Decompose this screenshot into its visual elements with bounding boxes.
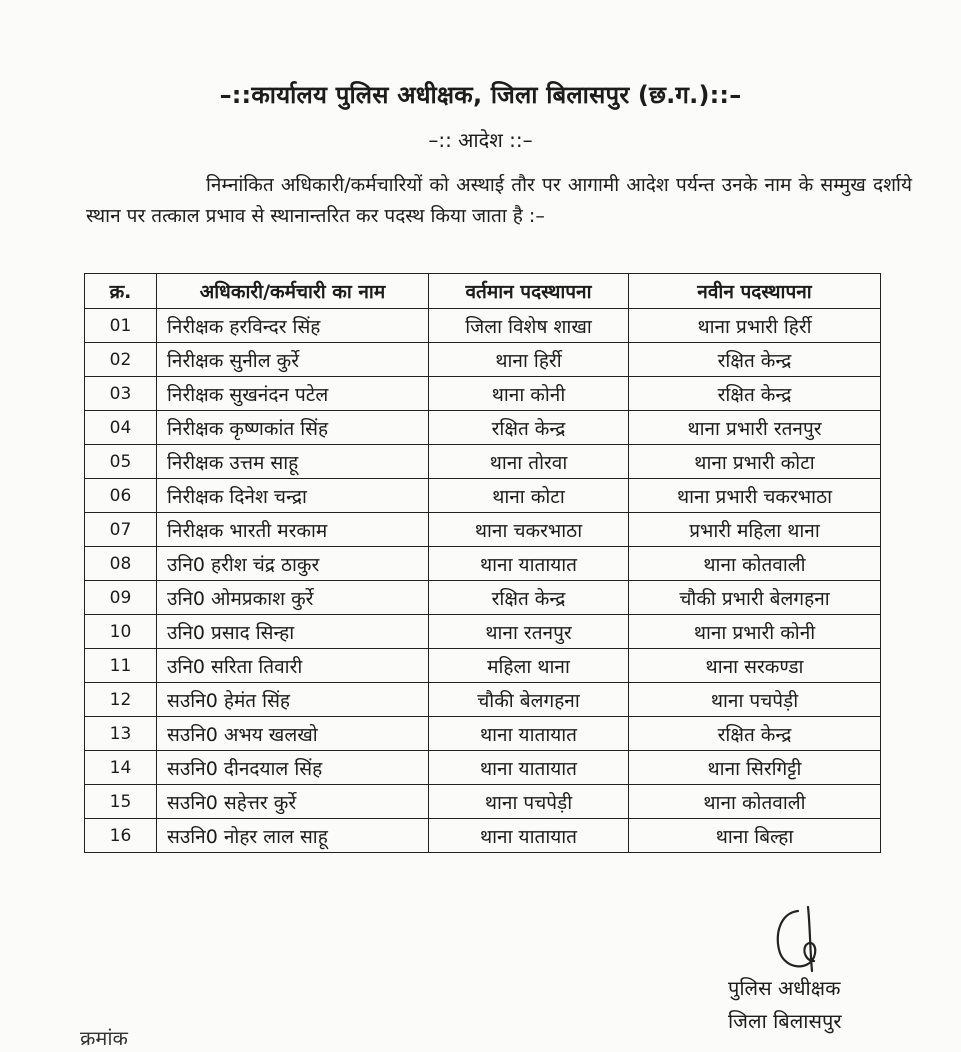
order-subheading: –:: आदेश ::– [428,128,533,152]
row-serial: 01 [85,309,157,343]
row-serial: 05 [85,445,157,479]
row-current-posting: थाना हिर्री [429,343,629,377]
row-current-posting: थाना चकरभाठा [429,513,629,547]
row-serial: 09 [85,581,157,615]
row-serial: 04 [85,411,157,445]
row-current-posting: थाना रतनपुर [429,615,629,649]
table-row [85,343,881,377]
row-name: निरीक्षक दिनेश चन्द्रा [157,479,429,513]
row-serial: 08 [85,547,157,581]
row-new-posting: रक्षित केन्द्र [629,343,881,377]
header-current-posting: वर्तमान पदस्थापना [429,274,629,309]
row-current-posting: थाना यातायात [429,819,629,853]
row-name: निरीक्षक सुनील कुर्रे [157,343,429,377]
row-serial: 16 [85,819,157,853]
row-serial: 14 [85,751,157,785]
intro-paragraph [86,170,912,232]
row-current-posting: थाना कोनी [429,377,629,411]
row-name: सउनि0 दीनदयाल सिंह [157,751,429,785]
row-name: निरीक्षक हरविन्दर सिंह [157,309,429,343]
row-current-posting: रक्षित केन्द्र [429,411,629,445]
signatory-title: पुलिस अधीक्षक [728,976,841,1000]
table-row [85,819,881,853]
row-current-posting: थाना यातायात [429,717,629,751]
footer-reference-partial: क्रमांक [80,1026,128,1050]
row-name: सउनि0 सहेत्तर कुर्रे [157,785,429,819]
row-new-posting: थाना प्रभारी कोटा [629,445,881,479]
row-new-posting: थाना प्रभारी चकरभाठा [629,479,881,513]
row-serial: 13 [85,717,157,751]
table-row [85,615,881,649]
row-serial: 11 [85,649,157,683]
row-name: सउनि0 हेमंत सिंह [157,683,429,717]
signatory-place: जिला बिलासपुर [728,1009,842,1033]
table-row [85,479,881,513]
table-row [85,309,881,343]
table-row [85,411,881,445]
signature-mark [768,905,828,973]
row-name: निरीक्षक सुखनंदन पटेल [157,377,429,411]
row-name: निरीक्षक भारती मरकाम [157,513,429,547]
row-new-posting: थाना प्रभारी कोनी [629,615,881,649]
row-name: सउनि0 अभय खलखो [157,717,429,751]
document-heading: –::कार्यालय पुलिस अधीक्षक, जिला बिलासपुर (छ.ग.)::– [219,81,742,109]
row-new-posting: चौकी प्रभारी बेलगहना [629,581,881,615]
row-new-posting: थाना सरकण्डा [629,649,881,683]
row-serial: 07 [85,513,157,547]
row-name: उनि0 हरीश चंद्र ठाकुर [157,547,429,581]
row-current-posting: जिला विशेष शाखा [429,309,629,343]
row-name: सउनि0 नोहर लाल साहू [157,819,429,853]
table-row [85,751,881,785]
row-serial: 02 [85,343,157,377]
row-new-posting: थाना कोतवाली [629,547,881,581]
row-current-posting: महिला थाना [429,649,629,683]
row-serial: 06 [85,479,157,513]
row-new-posting: प्रभारी महिला थाना [629,513,881,547]
row-name: निरीक्षक कृष्णकांत सिंह [157,411,429,445]
row-serial: 15 [85,785,157,819]
table-row [85,445,881,479]
table-row [85,513,881,547]
row-current-posting: थाना तोरवा [429,445,629,479]
row-new-posting: रक्षित केन्द्र [629,717,881,751]
row-new-posting: थाना प्रभारी रतनपुर [629,411,881,445]
transfer-table [84,273,881,853]
row-current-posting: रक्षित केन्द्र [429,581,629,615]
header-serial: क्र. [85,274,157,309]
row-new-posting: रक्षित केन्द्र [629,377,881,411]
row-current-posting: थाना यातायात [429,547,629,581]
table-row [85,547,881,581]
row-current-posting: थाना पचपेड़ी [429,785,629,819]
table-row [85,785,881,819]
table-header-row [85,274,881,309]
row-name: उनि0 सरिता तिवारी [157,649,429,683]
row-current-posting: थाना यातायात [429,751,629,785]
header-name: अधिकारी/कर्मचारी का नाम [157,274,429,309]
row-name: निरीक्षक उत्तम साहू [157,445,429,479]
table-row [85,581,881,615]
row-current-posting: थाना कोटा [429,479,629,513]
intro-text: निम्नांकित अधिकारी/कर्मचारियों को अस्थाई तौर पर आगामी आदेश पर्यन्त उनके नाम के सम्मुख दर्शाये स्थान पर तत्काल प्रभाव से स्थानान्तरित कर पदस्थ किया जाता है :– [86,174,912,227]
row-current-posting: चौकी बेलगहना [429,683,629,717]
row-new-posting: थाना सिरगिट्टी [629,751,881,785]
header-new-posting: नवीन पदस्थापना [629,274,881,309]
table-row [85,377,881,411]
row-serial: 03 [85,377,157,411]
row-new-posting: थाना बिल्हा [629,819,881,853]
row-new-posting: थाना कोतवाली [629,785,881,819]
table-row [85,683,881,717]
row-new-posting: थाना पचपेड़ी [629,683,881,717]
row-new-posting: थाना प्रभारी हिर्री [629,309,881,343]
row-name: उनि0 ओमप्रकाश कुर्रे [157,581,429,615]
table-row [85,649,881,683]
table-row [85,717,881,751]
row-name: उनि0 प्रसाद सिन्हा [157,615,429,649]
row-serial: 10 [85,615,157,649]
row-serial: 12 [85,683,157,717]
